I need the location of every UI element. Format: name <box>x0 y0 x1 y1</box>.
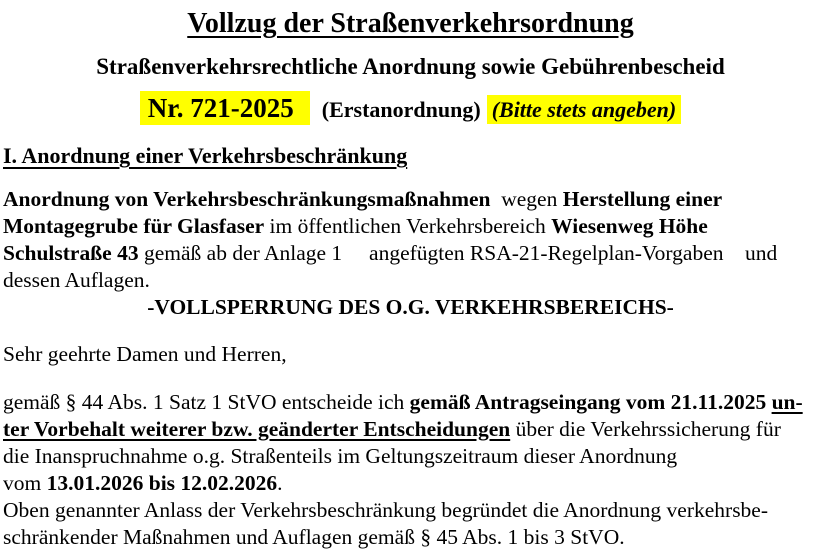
decision-line-2: ter Vorbehalt weiterer bzw. geänderter Entscheidungen über die Verkehrssicherung für <box>3 417 781 441</box>
document-title-text: Vollzug der Straßenverkehrsordnung <box>187 8 634 39</box>
order-number-line <box>3 90 818 131</box>
decision-line-3: die Inanspruchnahme o.g. Straßenteils im Geltungszeitraum dieser Anordnung <box>3 444 678 468</box>
decision-paragraph <box>3 389 818 551</box>
order-paragraph-line-1: Anordnung von Verkehrsbeschränkungsmaßnahmen wegen Herstellung einer <box>3 187 723 211</box>
order-paragraph-line-2: Montagegrube für Glasfaser im öffentlichen Verkehrsbereich Wiesenweg Höhe <box>3 214 708 238</box>
order-type-label: (Erstanordnung) <box>321 97 481 122</box>
decision-line-4: vom 13.01.2026 bis 12.02.2026. <box>3 471 283 495</box>
order-paragraph-line-4: dessen Auflagen. <box>3 268 150 292</box>
decision-line-5: Oben genannter Anlass der Verkehrsbeschränkung begründet die Anordnung verkehrsbe- <box>3 498 769 522</box>
order-paragraph <box>3 186 818 321</box>
salutation: Sehr geehrte Damen und Herren, <box>3 342 287 366</box>
section-1-heading <box>3 142 818 169</box>
document-subtitle: Straßenverkehrsrechtliche Anordnung sowie Gebührenbescheid <box>96 54 725 79</box>
order-paragraph-line-3: Schulstraße 43 gemäß ab der Anlage 1 angefügten RSA-21-Regelplan-Vorgaben und <box>3 241 778 265</box>
document-title <box>3 8 818 40</box>
always-state-note: (Bitte stets angeben) <box>487 95 682 124</box>
full-closure-line: -VOLLSPERRUNG DES O.G. VERKEHRSBEREICHS- <box>147 295 674 319</box>
decision-line-6: schränkender Maßnahmen und Auflagen gemäß § 45 Abs. 1 bis 3 StVO. <box>3 525 625 549</box>
section-1-heading-text: I. Anordnung einer Verkehrsbeschränkung <box>3 143 408 168</box>
decision-line-1: gemäß § 44 Abs. 1 Satz 1 StVO entscheide ich gemäß Antragseingang vom 21.11.2025 un- <box>3 390 803 414</box>
order-number-highlight: Nr. 721-2025 <box>140 91 310 125</box>
